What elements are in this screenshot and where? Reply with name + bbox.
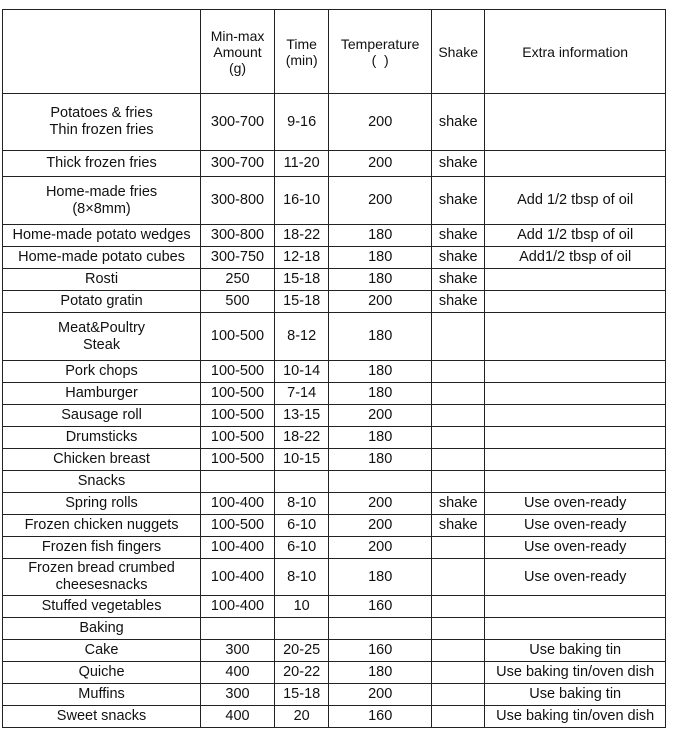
time-cell: 8-10 (274, 559, 328, 596)
shake-cell (431, 471, 484, 493)
temperature-cell: 200 (329, 177, 432, 225)
time-cell: 15-18 (274, 684, 328, 706)
food-cell (3, 383, 201, 405)
food-line: Potato gratin (60, 293, 143, 309)
food-line: Rosti (85, 271, 119, 287)
cooking-table (2, 9, 666, 728)
table-row (3, 537, 666, 559)
extra-cell (485, 405, 666, 427)
header-amount-line: Min-max (210, 27, 265, 44)
table-body (3, 94, 666, 728)
amount-cell: 400 (201, 706, 275, 728)
time-cell: 10-14 (274, 361, 328, 383)
food-line: Home-made fries (45, 183, 158, 200)
amount-cell: 100-500 (201, 361, 275, 383)
table-row (3, 449, 666, 471)
table-row (3, 405, 666, 427)
amount-cell: 300-750 (201, 247, 275, 269)
extra-cell (485, 313, 666, 361)
food-line: Thin frozen fries (49, 122, 154, 138)
food-cell (3, 405, 201, 427)
temperature-cell: 180 (329, 269, 432, 291)
food-line: Frozen chicken nuggets (24, 517, 179, 533)
food-line: Frozen bread crumbed (28, 560, 175, 576)
food-cell (3, 313, 201, 361)
food-line: Spring rolls (65, 495, 138, 511)
amount-cell: 100-500 (201, 383, 275, 405)
food-cell (3, 291, 201, 313)
table-row (3, 706, 666, 728)
temperature-cell: 200 (329, 94, 432, 151)
temperature-cell (329, 471, 432, 493)
shake-cell: shake (431, 177, 484, 225)
temperature-cell: 180 (329, 383, 432, 405)
table-row (3, 596, 666, 618)
temperature-cell (329, 618, 432, 640)
extra-cell (485, 596, 666, 618)
time-cell: 9-16 (274, 94, 328, 151)
table-row (3, 269, 666, 291)
temperature-cell: 200 (329, 515, 432, 537)
food-line: Meat&Poultry (58, 319, 146, 336)
table-row (3, 361, 666, 383)
food-line: Stuffed vegetables (41, 598, 162, 614)
header-shake: Shake (431, 10, 484, 94)
table-row (3, 151, 666, 177)
food-line: Pork chops (65, 363, 138, 379)
food-line: cheesesnacks (55, 577, 148, 593)
amount-cell (201, 471, 275, 493)
food-line: Steak (82, 336, 121, 353)
extra-cell: Use baking tin (485, 684, 666, 706)
amount-cell: 100-400 (201, 596, 275, 618)
shake-cell (431, 361, 484, 383)
amount-cell: 300-800 (201, 177, 275, 225)
food-cell (3, 247, 201, 269)
shake-cell (431, 706, 484, 728)
food-cell (3, 662, 201, 684)
food-line: Sweet snacks (56, 708, 147, 724)
food-line: Baking (79, 620, 124, 636)
time-cell: 11-20 (274, 151, 328, 177)
header-temperature-line: Temperature (340, 35, 420, 52)
extra-cell (485, 269, 666, 291)
amount-cell: 100-500 (201, 427, 275, 449)
time-cell: 18-22 (274, 427, 328, 449)
extra-cell (485, 427, 666, 449)
temperature-cell: 200 (329, 291, 432, 313)
table-row (3, 225, 666, 247)
food-cell (3, 449, 201, 471)
extra-cell (485, 471, 666, 493)
header-time-line: (min) (285, 51, 318, 68)
shake-cell (431, 618, 484, 640)
food-cell (3, 471, 201, 493)
temperature-cell: 200 (329, 684, 432, 706)
time-cell: 8-10 (274, 493, 328, 515)
food-cell (3, 94, 201, 151)
food-cell (3, 706, 201, 728)
shake-cell (431, 383, 484, 405)
temperature-cell: 160 (329, 640, 432, 662)
amount-cell: 300 (201, 684, 275, 706)
shake-cell (431, 684, 484, 706)
time-cell: 15-18 (274, 269, 328, 291)
extra-cell: Use oven-ready (485, 537, 666, 559)
extra-cell: Use baking tin/oven dish (485, 706, 666, 728)
food-cell (3, 493, 201, 515)
food-line: Chicken breast (53, 451, 150, 467)
shake-cell (431, 449, 484, 471)
extra-cell (485, 151, 666, 177)
time-cell: 6-10 (274, 515, 328, 537)
food-cell (3, 618, 201, 640)
amount-cell: 100-500 (201, 313, 275, 361)
temperature-cell: 160 (329, 596, 432, 618)
amount-cell: 100-500 (201, 405, 275, 427)
shake-cell (431, 537, 484, 559)
header-amount-line: Amount (213, 43, 262, 60)
food-line: Quiche (78, 664, 125, 680)
header-time (274, 10, 328, 94)
food-line: Home-made potato wedges (12, 227, 191, 243)
table-row (3, 471, 666, 493)
amount-cell: 300-700 (201, 94, 275, 151)
food-cell (3, 537, 201, 559)
header-row (3, 10, 666, 94)
shake-cell: shake (431, 94, 484, 151)
shake-cell (431, 640, 484, 662)
shake-cell (431, 662, 484, 684)
header-amount (201, 10, 275, 94)
time-cell: 18-22 (274, 225, 328, 247)
temperature-cell: 180 (329, 427, 432, 449)
food-line: Potatoes & fries (50, 105, 153, 121)
extra-cell: Add 1/2 tbsp of oil (485, 225, 666, 247)
header-temperature-line: ( ) (371, 51, 389, 68)
amount-cell: 250 (201, 269, 275, 291)
amount-cell: 100-500 (201, 449, 275, 471)
table-row (3, 515, 666, 537)
extra-cell (485, 291, 666, 313)
food-line: Frozen fish fingers (41, 539, 162, 555)
food-cell (3, 177, 201, 225)
amount-cell: 300-800 (201, 225, 275, 247)
time-cell: 7-14 (274, 383, 328, 405)
temperature-cell: 200 (329, 537, 432, 559)
food-cell (3, 361, 201, 383)
food-line: Sausage roll (61, 407, 142, 423)
table-row (3, 559, 666, 596)
extra-cell (485, 361, 666, 383)
time-cell: 20-22 (274, 662, 328, 684)
food-cell (3, 151, 201, 177)
table-row (3, 291, 666, 313)
temperature-cell: 200 (329, 493, 432, 515)
time-cell: 16-10 (274, 177, 328, 225)
header-time-line: Time (286, 35, 317, 52)
food-cell (3, 596, 201, 618)
extra-cell: Use oven-ready (485, 493, 666, 515)
amount-cell: 300-700 (201, 151, 275, 177)
table-row (3, 313, 666, 361)
shake-cell (431, 596, 484, 618)
shake-cell (431, 427, 484, 449)
shake-cell: shake (431, 515, 484, 537)
shake-cell (431, 559, 484, 596)
food-line: Muffins (78, 686, 125, 702)
food-line: Home-made potato cubes (18, 249, 185, 265)
food-cell (3, 269, 201, 291)
time-cell: 20 (274, 706, 328, 728)
temperature-cell: 200 (329, 405, 432, 427)
shake-cell: shake (431, 247, 484, 269)
extra-cell: Add 1/2 tbsp of oil (485, 177, 666, 225)
extra-cell (485, 94, 666, 151)
header-temperature (329, 10, 432, 94)
extra-cell (485, 449, 666, 471)
temperature-cell: 180 (329, 361, 432, 383)
food-line: Hamburger (65, 385, 138, 401)
time-cell: 20-25 (274, 640, 328, 662)
time-cell: 8-12 (274, 313, 328, 361)
food-cell (3, 515, 201, 537)
time-cell: 13-15 (274, 405, 328, 427)
extra-cell: Use baking tin (485, 640, 666, 662)
food-line: Cake (84, 642, 119, 658)
time-cell: 6-10 (274, 537, 328, 559)
amount-cell: 500 (201, 291, 275, 313)
extra-cell (485, 618, 666, 640)
food-cell (3, 427, 201, 449)
food-cell (3, 640, 201, 662)
temperature-cell: 200 (329, 151, 432, 177)
temperature-cell: 160 (329, 706, 432, 728)
time-cell: 12-18 (274, 247, 328, 269)
time-cell (274, 471, 328, 493)
table-row (3, 493, 666, 515)
temperature-cell: 180 (329, 662, 432, 684)
temperature-cell: 180 (329, 313, 432, 361)
table-row (3, 640, 666, 662)
amount-cell: 100-400 (201, 559, 275, 596)
food-line: (8×8mm) (72, 200, 131, 217)
food-line: Snacks (77, 473, 126, 489)
extra-cell: Use baking tin/oven dish (485, 662, 666, 684)
amount-cell (201, 618, 275, 640)
shake-cell: shake (431, 151, 484, 177)
amount-cell: 100-400 (201, 493, 275, 515)
extra-cell: Add1/2 tbsp of oil (485, 247, 666, 269)
food-cell (3, 559, 201, 596)
temperature-cell: 180 (329, 247, 432, 269)
header-amount-line: (g) (228, 59, 247, 76)
extra-cell: Use oven-ready (485, 515, 666, 537)
time-cell: 15-18 (274, 291, 328, 313)
shake-cell (431, 405, 484, 427)
food-cell (3, 684, 201, 706)
temperature-cell: 180 (329, 559, 432, 596)
amount-cell: 100-500 (201, 515, 275, 537)
table-row (3, 383, 666, 405)
header-food (3, 10, 201, 94)
table-row (3, 684, 666, 706)
shake-cell (431, 313, 484, 361)
table-row (3, 247, 666, 269)
table-row (3, 94, 666, 151)
amount-cell: 100-400 (201, 537, 275, 559)
time-cell: 10-15 (274, 449, 328, 471)
food-line: Drumsticks (65, 429, 138, 445)
amount-cell: 300 (201, 640, 275, 662)
temperature-cell: 180 (329, 225, 432, 247)
shake-cell: shake (431, 291, 484, 313)
table-row (3, 177, 666, 225)
shake-cell: shake (431, 225, 484, 247)
time-cell: 10 (274, 596, 328, 618)
amount-cell: 400 (201, 662, 275, 684)
extra-cell (485, 383, 666, 405)
shake-cell: shake (431, 493, 484, 515)
extra-cell: Use oven-ready (485, 559, 666, 596)
table-row (3, 662, 666, 684)
table-row (3, 427, 666, 449)
food-line: Thick frozen fries (46, 155, 157, 171)
shake-cell: shake (431, 269, 484, 291)
temperature-cell: 180 (329, 449, 432, 471)
table-row (3, 618, 666, 640)
time-cell (274, 618, 328, 640)
header-extra: Extra information (485, 10, 666, 94)
food-cell (3, 225, 201, 247)
